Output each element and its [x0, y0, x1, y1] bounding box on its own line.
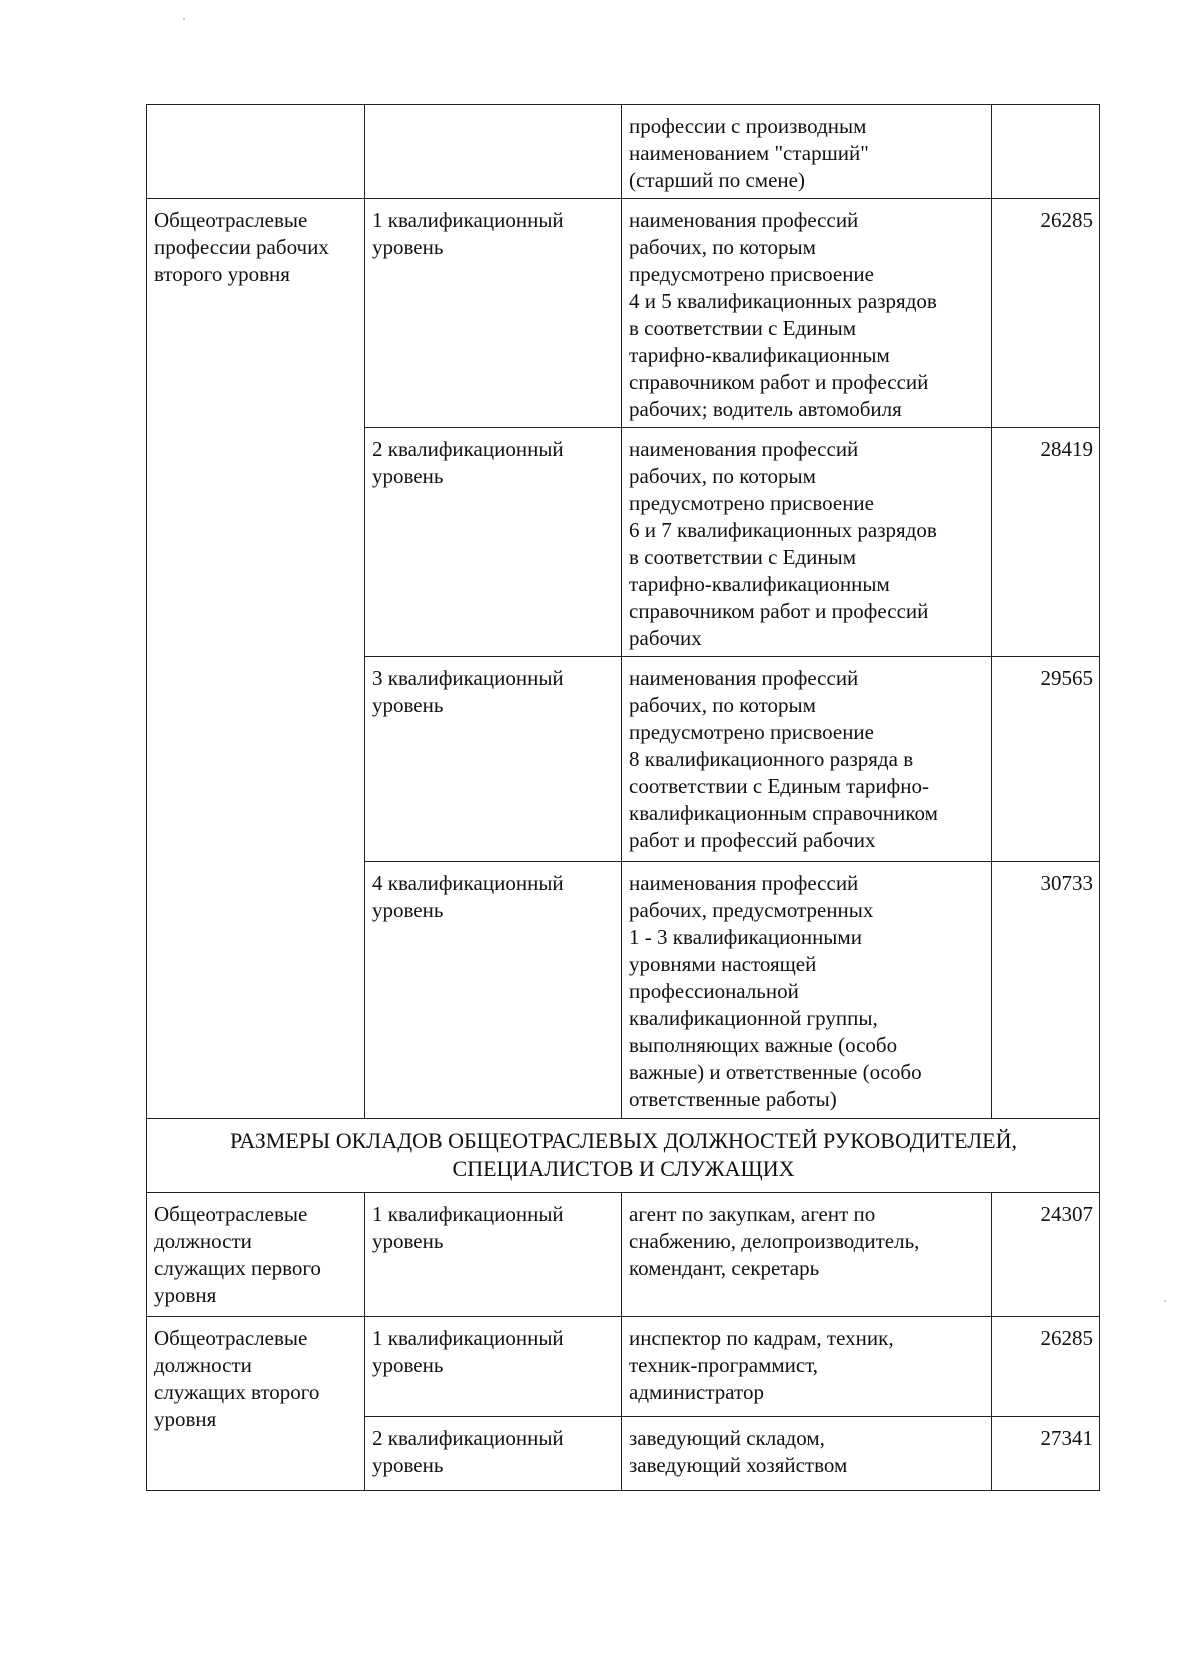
salary-cell: 24307	[992, 1193, 1100, 1317]
salary-cell: 26285	[992, 1317, 1100, 1417]
group-cell: Общеотраслевые профессии рабочих второго уровня	[147, 199, 365, 1119]
salary-cell: 26285	[992, 199, 1100, 428]
table-row	[147, 1317, 1100, 1417]
description-cell: профессии с производным наименованием "старший" (старший по смене)	[622, 105, 992, 199]
table-row	[147, 1119, 1100, 1193]
group-cell	[147, 105, 365, 199]
table-row	[147, 105, 1100, 199]
description-cell: наименования профессий рабочих, по которым предусмотрено присвоение 4 и 5 квалификационных разрядов в соответствии с Единым тарифно-квалификационным справочником работ и профессий рабочих; водитель автомобиля	[622, 199, 992, 428]
level-cell: 4 квалификационный уровень	[365, 862, 622, 1119]
level-cell: 1 квалификационный уровень	[365, 199, 622, 428]
level-cell: 3 квалификационный уровень	[365, 657, 622, 862]
group-cell: Общеотраслевые должности служащих второго уровня	[147, 1317, 365, 1491]
group-cell: Общеотраслевые должности служащих первого уровня	[147, 1193, 365, 1317]
salary-cell: 29565	[992, 657, 1100, 862]
section-heading: РАЗМЕРЫ ОКЛАДОВ ОБЩЕОТРАСЛЕВЫХ ДОЛЖНОСТЕЙ РУКОВОДИТЕЛЕЙ, СПЕЦИАЛИСТОВ И СЛУЖАЩИХ	[147, 1119, 1100, 1193]
salary-cell: 28419	[992, 428, 1100, 657]
scan-speck	[183, 18, 185, 20]
level-cell: 1 квалификационный уровень	[365, 1317, 622, 1417]
salary-cell	[992, 105, 1100, 199]
description-cell: инспектор по кадрам, техник, техник-программист, администратор	[622, 1317, 992, 1417]
description-cell: заведующий складом, заведующий хозяйством	[622, 1417, 992, 1491]
level-cell: 1 квалификационный уровень	[365, 1193, 622, 1317]
scan-speck	[1164, 1300, 1166, 1302]
salary-cell: 30733	[992, 862, 1100, 1119]
table-row	[147, 199, 1100, 428]
level-cell: 2 квалификационный уровень	[365, 1417, 622, 1491]
level-cell: 2 квалификационный уровень	[365, 428, 622, 657]
salary-table	[146, 104, 1100, 1491]
description-cell: агент по закупкам, агент по снабжению, делопроизводитель, комендант, секретарь	[622, 1193, 992, 1317]
level-cell	[365, 105, 622, 199]
description-cell: наименования профессий рабочих, по которым предусмотрено присвоение 8 квалификационного разряда в соответствии с Единым тарифно- квалификационным справочником работ и профессий рабочих	[622, 657, 992, 862]
description-cell: наименования профессий рабочих, предусмотренных 1 - 3 квалификационными уровнями настоящей профессиональной квалификационной группы, выполняющих важные (особо важные) и ответственные (особо ответственные работы)	[622, 862, 992, 1119]
description-cell: наименования профессий рабочих, по которым предусмотрено присвоение 6 и 7 квалификационных разрядов в соответствии с Единым тарифно-квалификационным справочником работ и профессий рабочих	[622, 428, 992, 657]
salary-cell: 27341	[992, 1417, 1100, 1491]
table-row	[147, 1193, 1100, 1317]
